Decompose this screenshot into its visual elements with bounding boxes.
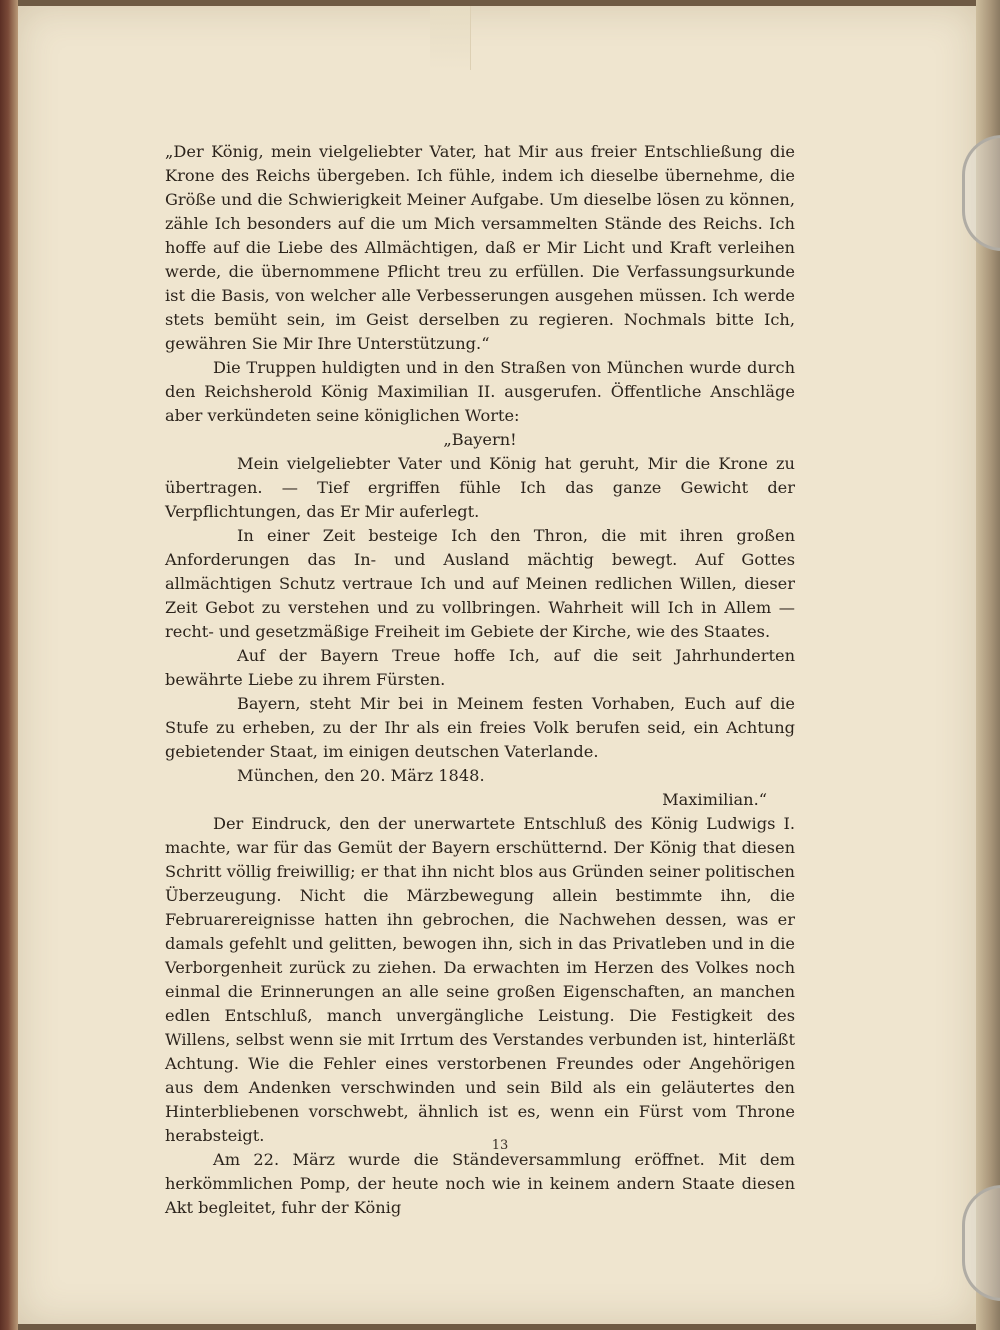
paragraph-king-speech: „Der König, mein vielgeliebter Vater, hat Mir aus freier Entschließung die Krone des Reichs übergeben. Ich fühle, indem ich dieselbe übernehme, die Größe und die Schwierigkeit Meiner Aufgabe. Um dieselbe lösen zu können, zähle Ich besonders auf die um Mich versammelten Stände des Reichs. Ich hoffe auf die Liebe des Allmächtigen, daß er Mir Licht und Kraft verleihen werde, die übernommene Pflicht treu zu erfüllen. Die Verfassungsurkunde ist die Basis, von welcher alle Verbesserungen ausgehen müssen. Ich werde stets bemüht sein, im Geist derselben zu regieren. Nochmals bitte Ich, gewähren Sie Mir Ihre Unterstützung.“ <box>165 142 795 353</box>
paragraph-assembly: Am 22. März wurde die Ständeversammlung eröffnet. Mit dem herkömmlichen Pomp, der heute noch wie in keinem andern Staate diesen Akt begleitet, fuhr der König <box>165 1150 795 1217</box>
proclamation-paragraph-4: Bayern, steht Mir bei in Meinem festen Vorhaben, Euch auf die Stufe zu erheben, zu der Ihr als ein freies Volk berufen seid, ein Achtung gebietender Staat, im einigen deutschen Vaterlande. <box>165 694 795 761</box>
page-body-text <box>165 140 795 1220</box>
proclamation-paragraph-2: In einer Zeit besteige Ich den Thron, die mit ihren großen Anforderungen das In- und Ausland mächtig bewegt. Auf Gottes allmächtigen Schutz vertraue Ich und auf Meinen redlichen Willen, dieser Zeit Gebot zu verstehen und zu vollbringen. Wahrheit will Ich in Allem — recht- und gesetzmäßige Freiheit im Gebiete der Kirche, wie des Staates. <box>165 526 795 641</box>
proclamation-salutation: „Bayern! <box>443 430 517 449</box>
page-tear <box>430 6 471 70</box>
paragraph-troops: Die Truppen huldigten und in den Straßen von München wurde durch den Reichsherold König Maximilian II. ausgerufen. Öffentliche Anschläge aber verkündeten seine königlichen Worte: <box>165 358 795 425</box>
book-spine-edge <box>0 0 18 1330</box>
proclamation-paragraph-3: Auf der Bayern Treue hoffe Ich, auf die seit Jahrhunderten bewährte Liebe zu ihrem Fürsten. <box>165 646 795 689</box>
proclamation-date: München, den 20. März 1848. <box>237 766 485 785</box>
paragraph-impression: Der Eindruck, den der unerwartete Entschluß des König Ludwigs I. machte, war für das Gemüt der Bayern erschütternd. Der König that diesen Schritt völlig freiwillig; er that ihn nicht blos aus Gründen seiner politischen Überzeugung. Nicht die Märzbewegung allein bestimmte ihn, die Februarereignisse hatten ihn gebrochen, die Nachwehen dessen, was er damals gefehlt und gelitten, bewogen ihn, sich in das Privatleben und in die Verborgenheit zurück zu ziehen. Da erwachten im Herzen des Volkes noch einmal die Erinnerungen an alle seine großen Eigenschaften, an manchen edlen Entschluß, manch unvergängliche Leistung. Die Festigkeit des Willens, selbst wenn sie mit Irrtum des Verstandes verbunden ist, hinterläßt Achtung. Wie die Fehler eines verstorbenen Freundes oder Angehörigen aus dem Andenken verschwinden und sein Bild als ein geläutertes den Hinterbliebenen vorschwebt, ähnlich ist es, wenn ein Fürst vom Throne herabsteigt. <box>165 814 795 1145</box>
page-number: 13 <box>491 1138 509 1153</box>
proclamation-signature: Maximilian.“ <box>662 790 767 809</box>
proclamation-paragraph-1: Mein vielgeliebter Vater und König hat geruht, Mir die Krone zu übertragen. — Tief ergriffen fühle Ich das ganze Gewicht der Verpflichtungen, das Er Mir auferlegt. <box>165 454 795 521</box>
